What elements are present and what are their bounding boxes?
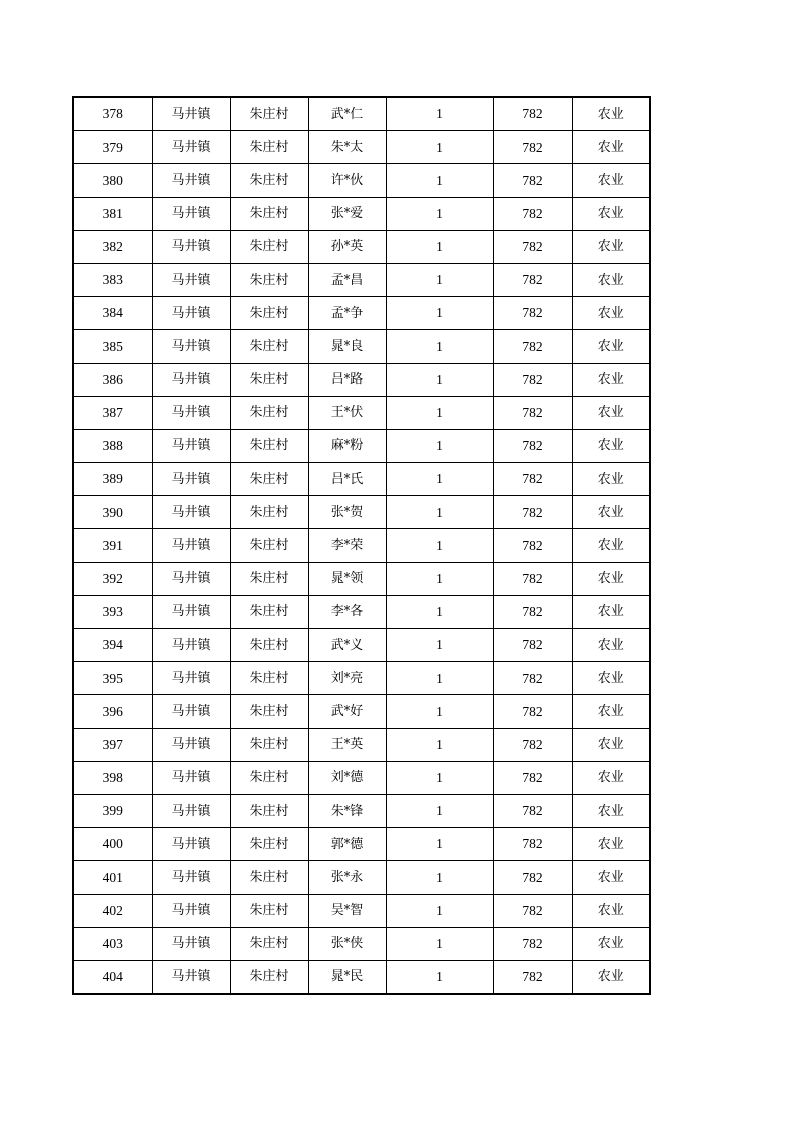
amount-cell: 782 bbox=[493, 529, 572, 562]
village-cell: 朱庄村 bbox=[230, 529, 308, 562]
count-cell: 1 bbox=[386, 861, 493, 894]
category-cell: 农业 bbox=[572, 695, 650, 728]
category-cell: 农业 bbox=[572, 297, 650, 330]
name-cell: 张*侠 bbox=[308, 927, 386, 960]
name-cell: 李*荣 bbox=[308, 529, 386, 562]
table-row bbox=[73, 230, 650, 263]
amount-cell: 782 bbox=[493, 595, 572, 628]
name-cell: 武*义 bbox=[308, 629, 386, 662]
row-number-cell: 389 bbox=[73, 463, 152, 496]
amount-cell: 782 bbox=[493, 330, 572, 363]
name-cell: 吕*氏 bbox=[308, 463, 386, 496]
count-cell: 1 bbox=[386, 164, 493, 197]
table-row bbox=[73, 861, 650, 894]
table-row bbox=[73, 629, 650, 662]
table-row bbox=[73, 197, 650, 230]
town-cell: 马井镇 bbox=[152, 828, 230, 861]
village-cell: 朱庄村 bbox=[230, 695, 308, 728]
category-cell: 农业 bbox=[572, 629, 650, 662]
town-cell: 马井镇 bbox=[152, 429, 230, 462]
amount-cell: 782 bbox=[493, 363, 572, 396]
count-cell: 1 bbox=[386, 728, 493, 761]
village-cell: 朱庄村 bbox=[230, 828, 308, 861]
table-row bbox=[73, 164, 650, 197]
village-cell: 朱庄村 bbox=[230, 761, 308, 794]
town-cell: 马井镇 bbox=[152, 728, 230, 761]
town-cell: 马井镇 bbox=[152, 861, 230, 894]
row-number-cell: 394 bbox=[73, 629, 152, 662]
category-cell: 农业 bbox=[572, 197, 650, 230]
name-cell: 张*永 bbox=[308, 861, 386, 894]
town-cell: 马井镇 bbox=[152, 595, 230, 628]
town-cell: 马井镇 bbox=[152, 197, 230, 230]
category-cell: 农业 bbox=[572, 164, 650, 197]
category-cell: 农业 bbox=[572, 861, 650, 894]
town-cell: 马井镇 bbox=[152, 927, 230, 960]
town-cell: 马井镇 bbox=[152, 463, 230, 496]
table-row bbox=[73, 562, 650, 595]
amount-cell: 782 bbox=[493, 828, 572, 861]
amount-cell: 782 bbox=[493, 496, 572, 529]
amount-cell: 782 bbox=[493, 263, 572, 296]
table-row bbox=[73, 131, 650, 164]
count-cell: 1 bbox=[386, 695, 493, 728]
row-number-cell: 390 bbox=[73, 496, 152, 529]
row-number-cell: 401 bbox=[73, 861, 152, 894]
village-cell: 朱庄村 bbox=[230, 562, 308, 595]
amount-cell: 782 bbox=[493, 794, 572, 827]
amount-cell: 782 bbox=[493, 97, 572, 131]
name-cell: 朱*太 bbox=[308, 131, 386, 164]
count-cell: 1 bbox=[386, 595, 493, 628]
amount-cell: 782 bbox=[493, 164, 572, 197]
amount-cell: 782 bbox=[493, 695, 572, 728]
name-cell: 李*各 bbox=[308, 595, 386, 628]
village-cell: 朱庄村 bbox=[230, 861, 308, 894]
village-cell: 朱庄村 bbox=[230, 662, 308, 695]
amount-cell: 782 bbox=[493, 728, 572, 761]
table-row bbox=[73, 662, 650, 695]
count-cell: 1 bbox=[386, 230, 493, 263]
table-row bbox=[73, 794, 650, 827]
category-cell: 农业 bbox=[572, 728, 650, 761]
count-cell: 1 bbox=[386, 894, 493, 927]
village-cell: 朱庄村 bbox=[230, 131, 308, 164]
table-row bbox=[73, 429, 650, 462]
village-cell: 朱庄村 bbox=[230, 894, 308, 927]
row-number-cell: 400 bbox=[73, 828, 152, 861]
table-row bbox=[73, 927, 650, 960]
name-cell: 晁*良 bbox=[308, 330, 386, 363]
row-number-cell: 379 bbox=[73, 131, 152, 164]
village-cell: 朱庄村 bbox=[230, 595, 308, 628]
village-cell: 朱庄村 bbox=[230, 794, 308, 827]
count-cell: 1 bbox=[386, 396, 493, 429]
name-cell: 孟*争 bbox=[308, 297, 386, 330]
count-cell: 1 bbox=[386, 496, 493, 529]
table-row bbox=[73, 894, 650, 927]
amount-cell: 782 bbox=[493, 927, 572, 960]
category-cell: 农业 bbox=[572, 927, 650, 960]
count-cell: 1 bbox=[386, 662, 493, 695]
category-cell: 农业 bbox=[572, 662, 650, 695]
village-cell: 朱庄村 bbox=[230, 330, 308, 363]
row-number-cell: 387 bbox=[73, 396, 152, 429]
town-cell: 马井镇 bbox=[152, 794, 230, 827]
count-cell: 1 bbox=[386, 297, 493, 330]
table-row bbox=[73, 330, 650, 363]
town-cell: 马井镇 bbox=[152, 396, 230, 429]
records-table-body bbox=[73, 97, 650, 994]
category-cell: 农业 bbox=[572, 595, 650, 628]
town-cell: 马井镇 bbox=[152, 662, 230, 695]
table-row bbox=[73, 960, 650, 994]
name-cell: 武*好 bbox=[308, 695, 386, 728]
town-cell: 马井镇 bbox=[152, 562, 230, 595]
village-cell: 朱庄村 bbox=[230, 629, 308, 662]
row-number-cell: 388 bbox=[73, 429, 152, 462]
category-cell: 农业 bbox=[572, 496, 650, 529]
count-cell: 1 bbox=[386, 363, 493, 396]
village-cell: 朱庄村 bbox=[230, 197, 308, 230]
count-cell: 1 bbox=[386, 263, 493, 296]
name-cell: 晁*领 bbox=[308, 562, 386, 595]
town-cell: 马井镇 bbox=[152, 330, 230, 363]
count-cell: 1 bbox=[386, 761, 493, 794]
row-number-cell: 386 bbox=[73, 363, 152, 396]
village-cell: 朱庄村 bbox=[230, 463, 308, 496]
row-number-cell: 397 bbox=[73, 728, 152, 761]
count-cell: 1 bbox=[386, 794, 493, 827]
table-row bbox=[73, 595, 650, 628]
table-row bbox=[73, 728, 650, 761]
name-cell: 吴*智 bbox=[308, 894, 386, 927]
row-number-cell: 381 bbox=[73, 197, 152, 230]
row-number-cell: 403 bbox=[73, 927, 152, 960]
count-cell: 1 bbox=[386, 529, 493, 562]
table-row bbox=[73, 363, 650, 396]
town-cell: 马井镇 bbox=[152, 695, 230, 728]
row-number-cell: 392 bbox=[73, 562, 152, 595]
category-cell: 农业 bbox=[572, 429, 650, 462]
category-cell: 农业 bbox=[572, 960, 650, 994]
table-row bbox=[73, 496, 650, 529]
table-row bbox=[73, 263, 650, 296]
village-cell: 朱庄村 bbox=[230, 728, 308, 761]
count-cell: 1 bbox=[386, 197, 493, 230]
table-row bbox=[73, 761, 650, 794]
name-cell: 孙*英 bbox=[308, 230, 386, 263]
village-cell: 朱庄村 bbox=[230, 363, 308, 396]
amount-cell: 782 bbox=[493, 429, 572, 462]
amount-cell: 782 bbox=[493, 297, 572, 330]
table-row bbox=[73, 529, 650, 562]
category-cell: 农业 bbox=[572, 263, 650, 296]
amount-cell: 782 bbox=[493, 629, 572, 662]
name-cell: 吕*路 bbox=[308, 363, 386, 396]
amount-cell: 782 bbox=[493, 396, 572, 429]
row-number-cell: 384 bbox=[73, 297, 152, 330]
records-table bbox=[72, 96, 651, 995]
count-cell: 1 bbox=[386, 131, 493, 164]
table-row bbox=[73, 396, 650, 429]
town-cell: 马井镇 bbox=[152, 496, 230, 529]
village-cell: 朱庄村 bbox=[230, 396, 308, 429]
category-cell: 农业 bbox=[572, 828, 650, 861]
town-cell: 马井镇 bbox=[152, 97, 230, 131]
town-cell: 马井镇 bbox=[152, 230, 230, 263]
name-cell: 张*爱 bbox=[308, 197, 386, 230]
category-cell: 农业 bbox=[572, 761, 650, 794]
town-cell: 马井镇 bbox=[152, 960, 230, 994]
category-cell: 农业 bbox=[572, 562, 650, 595]
count-cell: 1 bbox=[386, 828, 493, 861]
count-cell: 1 bbox=[386, 629, 493, 662]
count-cell: 1 bbox=[386, 97, 493, 131]
category-cell: 农业 bbox=[572, 97, 650, 131]
village-cell: 朱庄村 bbox=[230, 429, 308, 462]
name-cell: 朱*锋 bbox=[308, 794, 386, 827]
table-row bbox=[73, 463, 650, 496]
name-cell: 王*伏 bbox=[308, 396, 386, 429]
town-cell: 马井镇 bbox=[152, 894, 230, 927]
town-cell: 马井镇 bbox=[152, 164, 230, 197]
row-number-cell: 383 bbox=[73, 263, 152, 296]
row-number-cell: 396 bbox=[73, 695, 152, 728]
name-cell: 郭*德 bbox=[308, 828, 386, 861]
category-cell: 农业 bbox=[572, 131, 650, 164]
row-number-cell: 395 bbox=[73, 662, 152, 695]
row-number-cell: 404 bbox=[73, 960, 152, 994]
village-cell: 朱庄村 bbox=[230, 230, 308, 263]
amount-cell: 782 bbox=[493, 761, 572, 794]
table-row bbox=[73, 828, 650, 861]
name-cell: 许*伙 bbox=[308, 164, 386, 197]
category-cell: 农业 bbox=[572, 230, 650, 263]
row-number-cell: 382 bbox=[73, 230, 152, 263]
count-cell: 1 bbox=[386, 927, 493, 960]
table-row bbox=[73, 297, 650, 330]
row-number-cell: 391 bbox=[73, 529, 152, 562]
name-cell: 孟*昌 bbox=[308, 263, 386, 296]
amount-cell: 782 bbox=[493, 131, 572, 164]
amount-cell: 782 bbox=[493, 463, 572, 496]
name-cell: 武*仁 bbox=[308, 97, 386, 131]
table-row bbox=[73, 97, 650, 131]
category-cell: 农业 bbox=[572, 894, 650, 927]
row-number-cell: 385 bbox=[73, 330, 152, 363]
category-cell: 农业 bbox=[572, 330, 650, 363]
row-number-cell: 398 bbox=[73, 761, 152, 794]
name-cell: 刘*德 bbox=[308, 761, 386, 794]
row-number-cell: 380 bbox=[73, 164, 152, 197]
category-cell: 农业 bbox=[572, 529, 650, 562]
town-cell: 马井镇 bbox=[152, 629, 230, 662]
amount-cell: 782 bbox=[493, 197, 572, 230]
town-cell: 马井镇 bbox=[152, 131, 230, 164]
name-cell: 晁*民 bbox=[308, 960, 386, 994]
category-cell: 农业 bbox=[572, 363, 650, 396]
count-cell: 1 bbox=[386, 429, 493, 462]
category-cell: 农业 bbox=[572, 463, 650, 496]
row-number-cell: 402 bbox=[73, 894, 152, 927]
name-cell: 麻*粉 bbox=[308, 429, 386, 462]
village-cell: 朱庄村 bbox=[230, 297, 308, 330]
count-cell: 1 bbox=[386, 330, 493, 363]
amount-cell: 782 bbox=[493, 562, 572, 595]
count-cell: 1 bbox=[386, 463, 493, 496]
town-cell: 马井镇 bbox=[152, 529, 230, 562]
count-cell: 1 bbox=[386, 562, 493, 595]
town-cell: 马井镇 bbox=[152, 761, 230, 794]
row-number-cell: 399 bbox=[73, 794, 152, 827]
town-cell: 马井镇 bbox=[152, 263, 230, 296]
row-number-cell: 378 bbox=[73, 97, 152, 131]
name-cell: 刘*亮 bbox=[308, 662, 386, 695]
village-cell: 朱庄村 bbox=[230, 927, 308, 960]
name-cell: 张*贺 bbox=[308, 496, 386, 529]
village-cell: 朱庄村 bbox=[230, 263, 308, 296]
amount-cell: 782 bbox=[493, 894, 572, 927]
village-cell: 朱庄村 bbox=[230, 164, 308, 197]
town-cell: 马井镇 bbox=[152, 297, 230, 330]
amount-cell: 782 bbox=[493, 662, 572, 695]
amount-cell: 782 bbox=[493, 861, 572, 894]
village-cell: 朱庄村 bbox=[230, 496, 308, 529]
amount-cell: 782 bbox=[493, 960, 572, 994]
table-row bbox=[73, 695, 650, 728]
village-cell: 朱庄村 bbox=[230, 960, 308, 994]
town-cell: 马井镇 bbox=[152, 363, 230, 396]
category-cell: 农业 bbox=[572, 396, 650, 429]
count-cell: 1 bbox=[386, 960, 493, 994]
category-cell: 农业 bbox=[572, 794, 650, 827]
row-number-cell: 393 bbox=[73, 595, 152, 628]
village-cell: 朱庄村 bbox=[230, 97, 308, 131]
name-cell: 王*英 bbox=[308, 728, 386, 761]
amount-cell: 782 bbox=[493, 230, 572, 263]
